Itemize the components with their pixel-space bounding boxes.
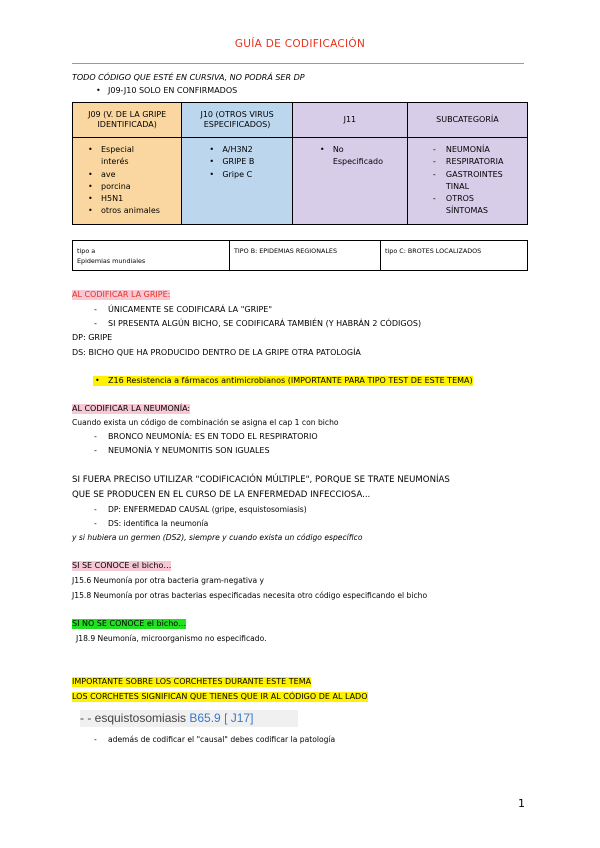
no-conoce-heading: SI NO SE CONOCE el bicho… — [72, 619, 187, 628]
neumonia-item-2: - NEUMONÍA Y NEUMONITIS SON IGUALES — [108, 446, 270, 456]
list-item: • Especial — [88, 145, 134, 154]
neumonia-heading: AL CODIFICAR LA NEUMONÍA: — [72, 404, 191, 413]
type-a-cell: tipo a Epidemias mundiales — [73, 241, 230, 271]
header-j09: J09 (V. DE LA GRIPE IDENTIFICADA) — [73, 103, 182, 138]
cell-j10 — [182, 138, 293, 225]
list-item: • porcina — [88, 181, 131, 191]
neumonia-intro: Cuando exista un código de combinación se asigna el cap 1 con bicho — [72, 418, 339, 427]
list-item: • A/H3N2 — [209, 145, 253, 154]
gripe-item-2: - SI PRESENTA ALGÚN BICHO, SE CODIFICARÁ TAMBIÉN (Y HABRÁN 2 CÓDIGOS) — [108, 319, 421, 329]
gripe-dp: DP: GRIPE — [72, 333, 113, 342]
conoce-line-1: J15.6 Neumonía por otra bacteria gram-negativa y — [72, 576, 265, 585]
cursiva-note: TODO CÓDIGO QUE ESTÉ EN CURSIVA, NO PODRÁ SER DP — [72, 73, 305, 82]
list-item: - GASTROINTES — [432, 169, 503, 179]
type-b-cell: TIPO B: EPIDEMIAS REGIONALES — [230, 241, 381, 271]
example-term: - - esquistosomiasis — [80, 711, 187, 725]
list-item: • Gripe C — [209, 169, 253, 179]
header-subcategoria: SUBCATEGORÍA — [407, 103, 527, 138]
z16-note: • Z16 Resistencia a fármacos antimicrobianos (IMPORTANTE PARA TIPO TEST DE ESTE TEMA) — [95, 376, 473, 385]
list-item: • ave — [88, 169, 116, 179]
codes-table — [72, 102, 528, 225]
corchetes-item: - además de codificar el "causal" debes codificar la patología — [108, 735, 335, 745]
multiple-note: y si hubiera un germen (DS2), siempre y cuando exista un código específico — [72, 533, 363, 542]
list-item: • GRIPE B — [209, 157, 255, 167]
multiple-item-1: - DP: ENFERMEDAD CAUSAL (gripe, esquistosomiasis) — [108, 505, 307, 515]
types-table — [72, 240, 528, 271]
list-item: interés — [101, 157, 129, 167]
type-c-cell: tipo C: BROTES LOCALIZADOS — [381, 241, 528, 271]
example-bracket-code: [ J17] — [224, 711, 254, 725]
neumonia-item-1: - BRONCO NEUMONÍA: ES EN TODO EL RESPIRATORIO — [108, 432, 318, 442]
no-conoce-line: J18.9 Neumonía, microorganismo no especificado. — [76, 634, 267, 643]
list-item: • H5N1 — [88, 194, 124, 204]
list-item: SÍNTOMAS — [445, 206, 488, 216]
corchetes-line-1: IMPORTANTE SOBRE LOS CORCHETES DURANTE ESTE TEMA — [72, 677, 312, 686]
confirmados-bullet: • J09-J10 SOLO EN CONFIRMADOS — [108, 86, 237, 96]
conoce-heading: SI SE CONOCE el bicho… — [72, 561, 172, 570]
list-item: - OTROS — [432, 194, 475, 204]
list-item: TINAL — [445, 181, 470, 191]
gripe-ds: DS: BICHO QUE HA PRODUCIDO DENTRO DE LA GRIPE OTRA PATOLOGÍA — [72, 348, 361, 357]
cell-subcategoria — [407, 138, 527, 225]
cell-j09 — [73, 138, 182, 225]
conoce-line-2: J15.8 Neumonía por otras bacterias especificadas necesita otro código especificando el bicho — [72, 591, 428, 600]
cell-j11 — [292, 138, 407, 225]
header-j10: J10 (OTROS VIRUS ESPECIFICADOS) — [182, 103, 293, 138]
list-item: Especificado — [332, 157, 383, 167]
document-title: GUÍA DE CODIFICACIÓN — [234, 38, 366, 50]
gripe-item-1: - ÚNICAMENTE SE CODIFICARÁ LA "GRIPE" — [108, 305, 272, 315]
bracket-example — [80, 710, 298, 727]
list-item: • No — [319, 145, 344, 154]
example-code: B65.9 — [189, 711, 221, 725]
list-item: - RESPIRATORIA — [432, 157, 504, 167]
multiple-item-2: - DS: identifica la neumonía — [108, 519, 208, 529]
list-item: • otros animales — [88, 206, 160, 216]
page-number: 1 — [518, 797, 525, 810]
title-divider — [72, 63, 524, 64]
list-item: - NEUMONÍA — [432, 145, 490, 154]
multiple-line-1: SI FUERA PRECISO UTILIZAR "CODIFICACIÓN MÚLTIPLE", PORQUE SE TRATE NEUMONÍAS — [72, 475, 450, 485]
corchetes-line-2: LOS CORCHETES SIGNIFICAN QUE TIENES QUE IR AL CÓDIGO DE AL LADO — [72, 692, 368, 701]
gripe-heading: AL CODIFICAR LA GRIPE: — [72, 290, 171, 299]
multiple-line-2: QUE SE PRODUCEN EN EL CURSO DE LA ENFERMEDAD INFECCIOSA... — [72, 490, 371, 500]
header-j11: J11 — [292, 103, 407, 138]
